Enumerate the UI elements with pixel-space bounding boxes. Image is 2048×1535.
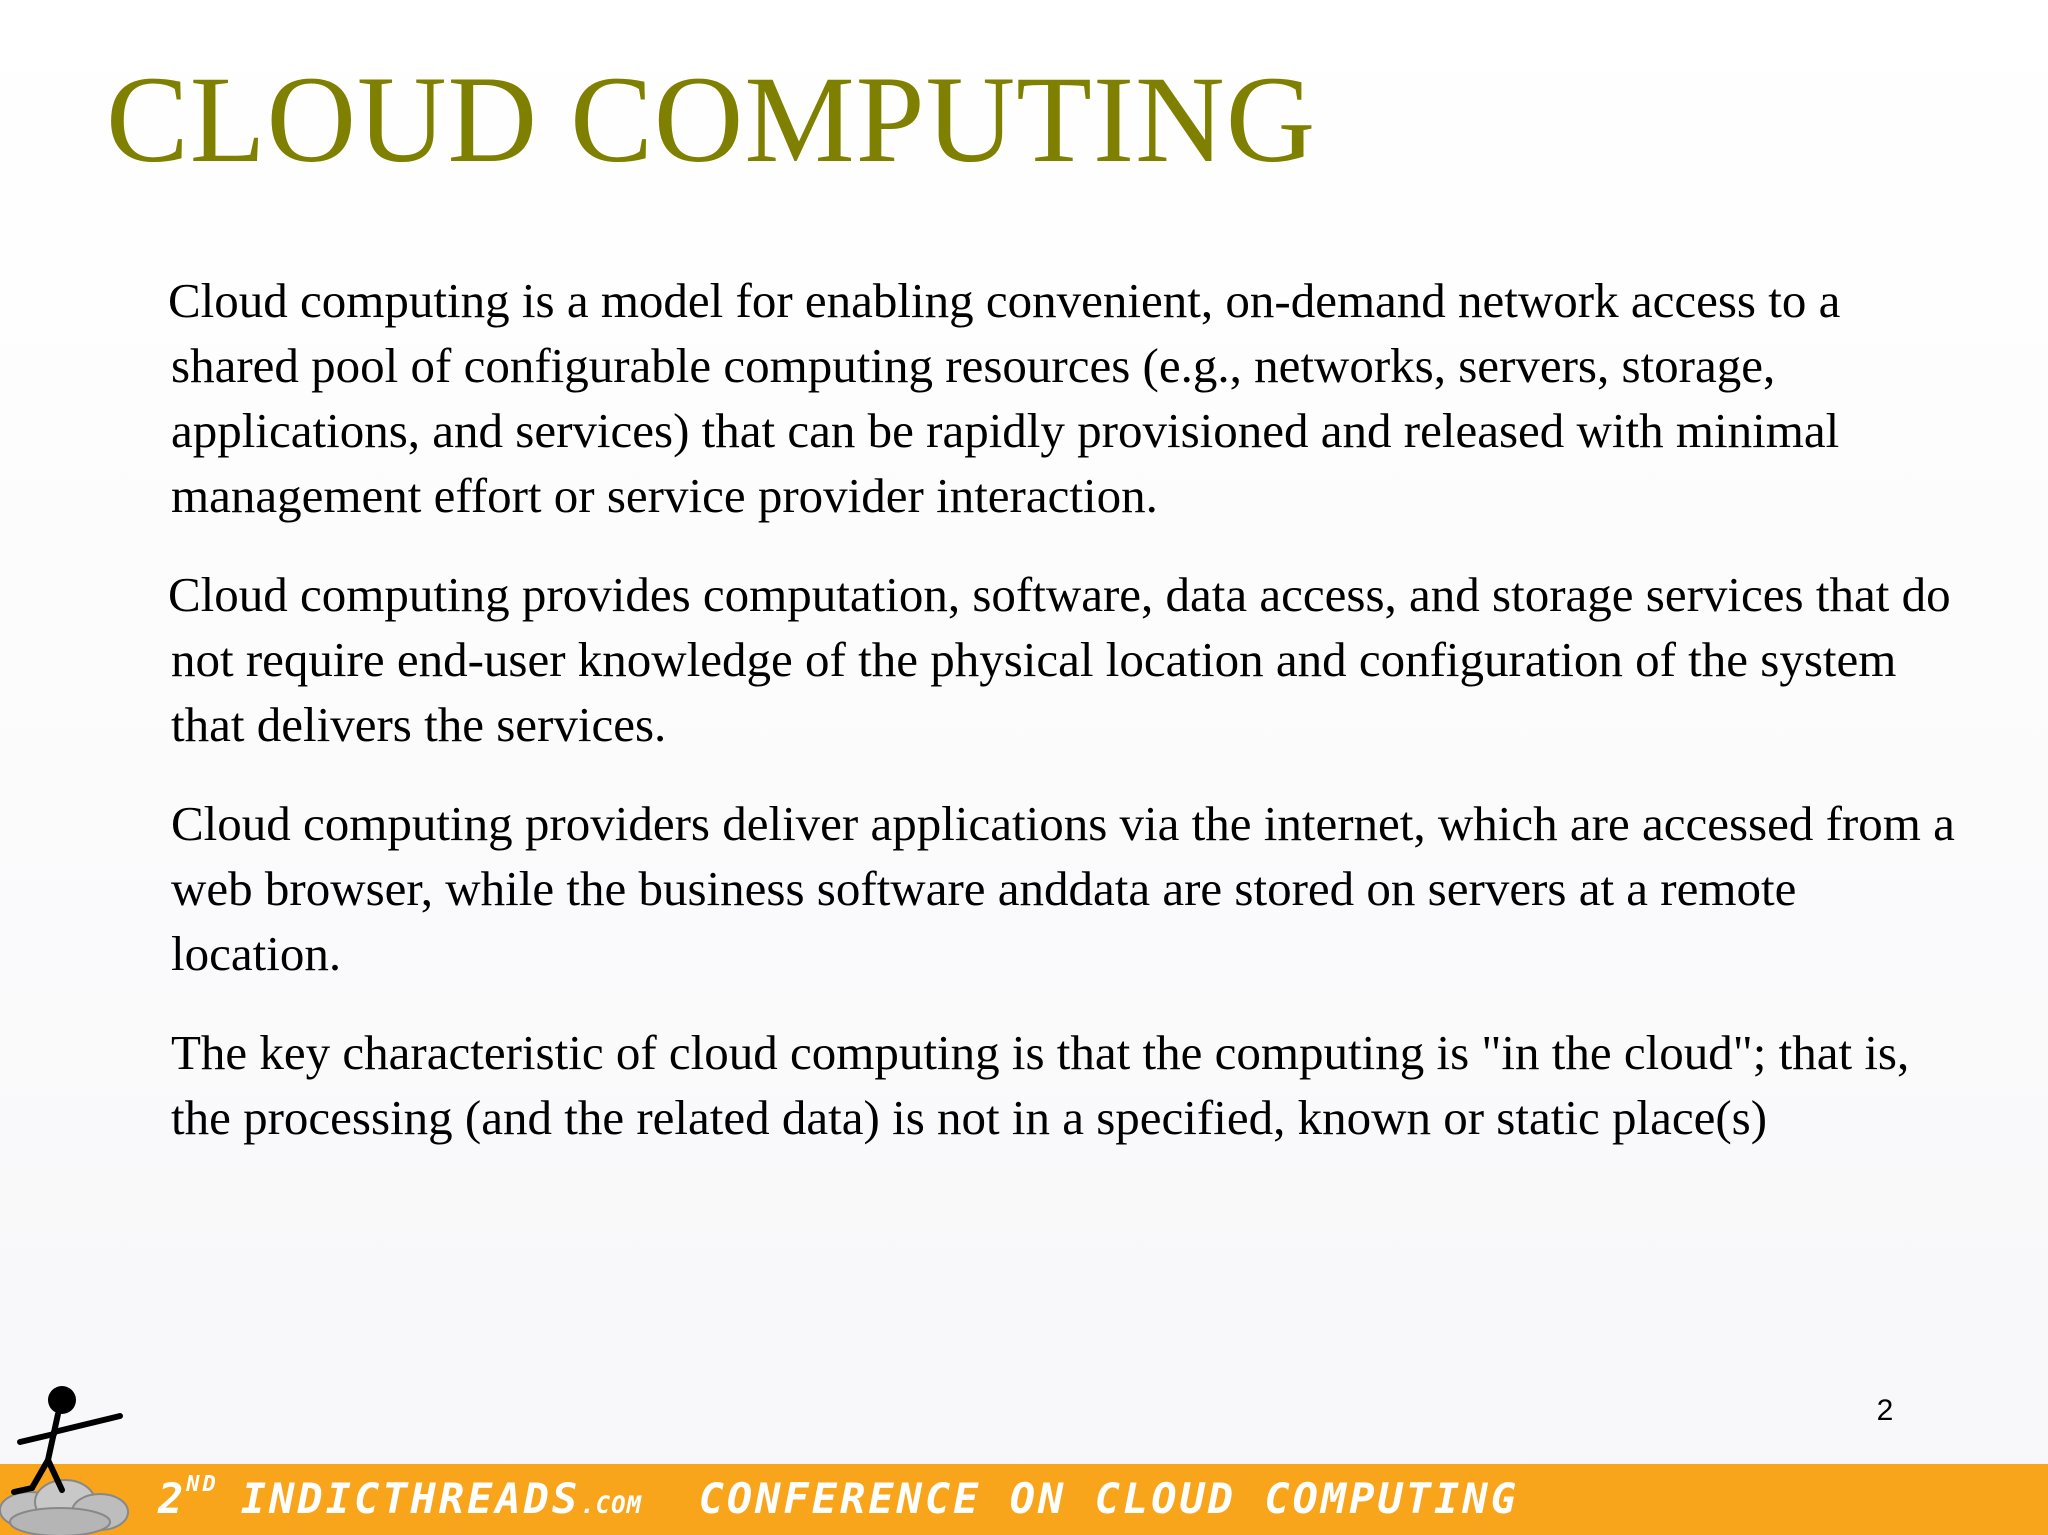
footer-ordinal-suffix: ND [186, 1472, 219, 1497]
footer-event-name: CONFERENCE ON CLOUD COMPUTING [698, 1474, 1519, 1523]
slide-title: CLOUD COMPUTING [106, 51, 1317, 188]
paragraph-key-characteristic: The key characteristic of cloud computing is that the computing is "in the cloud"; that is, the processing (and the related data) is not in a specified, known or static place(s) [171, 1025, 1910, 1145]
footer-banner-text [158, 1472, 1519, 1523]
paragraph-services: Cloud computing provides computation, software, data access, and storage services that do not require end-user knowledge of the physical location and configuration of the system that delivers the services. [168, 567, 1951, 752]
footer-site-tld: .COM [580, 1491, 643, 1519]
paragraph-definition: Cloud computing is a model for enabling convenient, on-demand network access to a shared pool of configurable computing resources (e.g., networks, servers, storage, applications, and services) that can be rapidly provisioned and released with minimal management effort or service provider interaction. [168, 273, 1841, 523]
stick-figure-icon [14, 1386, 120, 1492]
page-number: 2 [1876, 1394, 1894, 1427]
footer-site-name: INDICTHREADS [240, 1474, 581, 1523]
stick-figure-on-cloud-icon [0, 1380, 140, 1535]
footer-ordinal-number: 2 [158, 1474, 187, 1523]
paragraph-providers: Cloud computing providers deliver applications via the internet, which are accessed from a web browser, while the business software anddata are stored on servers at a remote location. [171, 796, 1955, 981]
slide-body [168, 268, 1971, 1184]
